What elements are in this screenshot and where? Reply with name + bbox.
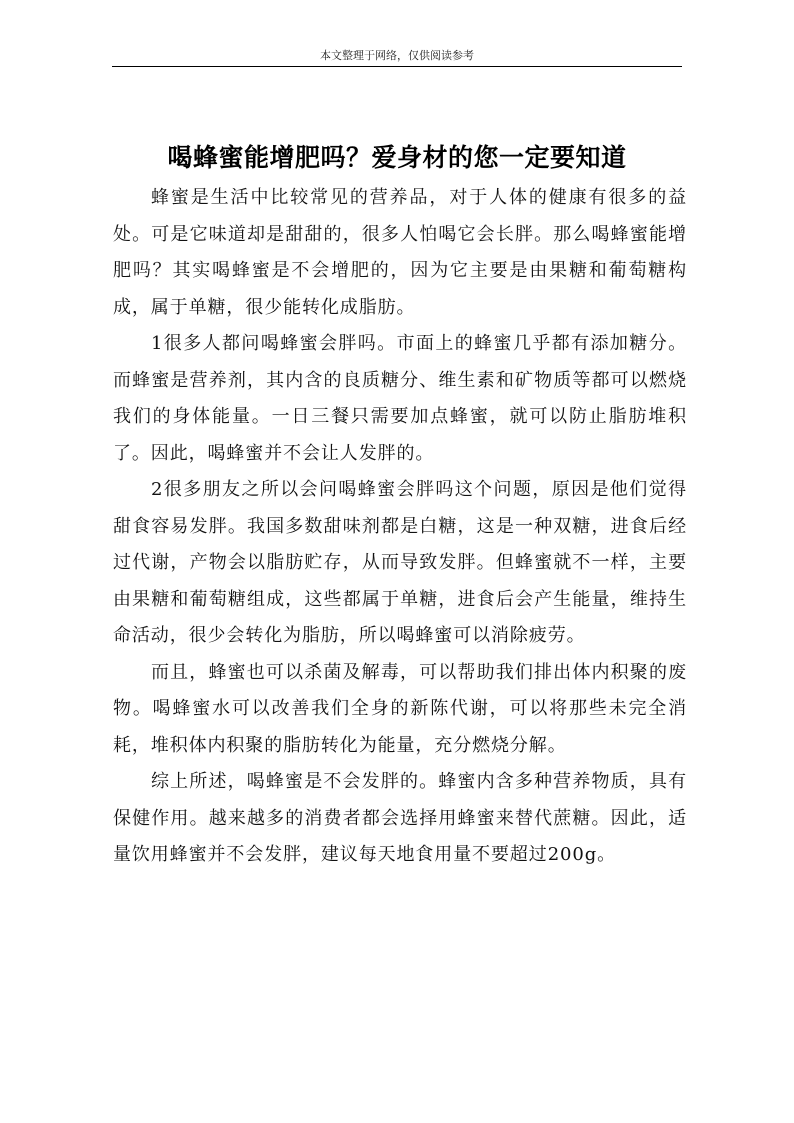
article-body xyxy=(113,180,687,874)
page-header-note: 本文整理于网络，仅供阅读参考 xyxy=(320,49,474,62)
header-divider xyxy=(112,66,682,67)
paragraph-detox: 而且，蜂蜜也可以杀菌及解毒，可以帮助我们排出体内积聚的废物。喝蜂蜜水可以改善我们全身的新陈代谢，可以将那些未完全消耗，堆积体内积聚的脂肪转化为能量，充分燃烧分解。 xyxy=(113,661,687,756)
paragraph-conclusion: 综上所述，喝蜂蜜是不会发胖的。蜂蜜内含多种营养物质，具有保健作用。越来越多的消费者都会选择用蜂蜜来替代蔗糖。因此，适量饮用蜂蜜并不会发胖，建议每天地食用量不要超过200g。 xyxy=(113,771,687,865)
article-title: 喝蜂蜜能增肥吗？爱身材的您一定要知道 xyxy=(167,142,627,172)
paragraph-point-1: 1很多人都问喝蜂蜜会胖吗。市面上的蜂蜜几乎都有添加糖分。而蜂蜜是营养剂，其内含的良质糖分、维生素和矿物质等都可以燃烧我们的身体能量。一日三餐只需要加点蜂蜜，就可以防止脂肪堆积了。因此，喝蜂蜜并不会让人发胖的。 xyxy=(113,333,687,464)
paragraph-point-2: 2很多朋友之所以会问喝蜂蜜会胖吗这个问题，原因是他们觉得甜食容易发胖。我国多数甜味剂都是白糖，这是一种双糖，进食后经过代谢，产物会以脂肪贮存，从而导致发胖。但蜂蜜就不一样，主要由果糖和葡萄糖组成，这些都属于单糖，进食后会产生能量，维持生命活动，很少会转化为脂肪，所以喝蜂蜜可以消除疲劳。 xyxy=(113,479,687,646)
paragraph-intro: 蜂蜜是生活中比较常见的营养品，对于人体的健康有很多的益处。可是它味道却是甜甜的，很多人怕喝它会长胖。那么喝蜂蜜能增肥吗？其实喝蜂蜜是不会增肥的，因为它主要是由果糖和葡萄糖构成，属于单糖，很少能转化成脂肪。 xyxy=(113,187,687,318)
